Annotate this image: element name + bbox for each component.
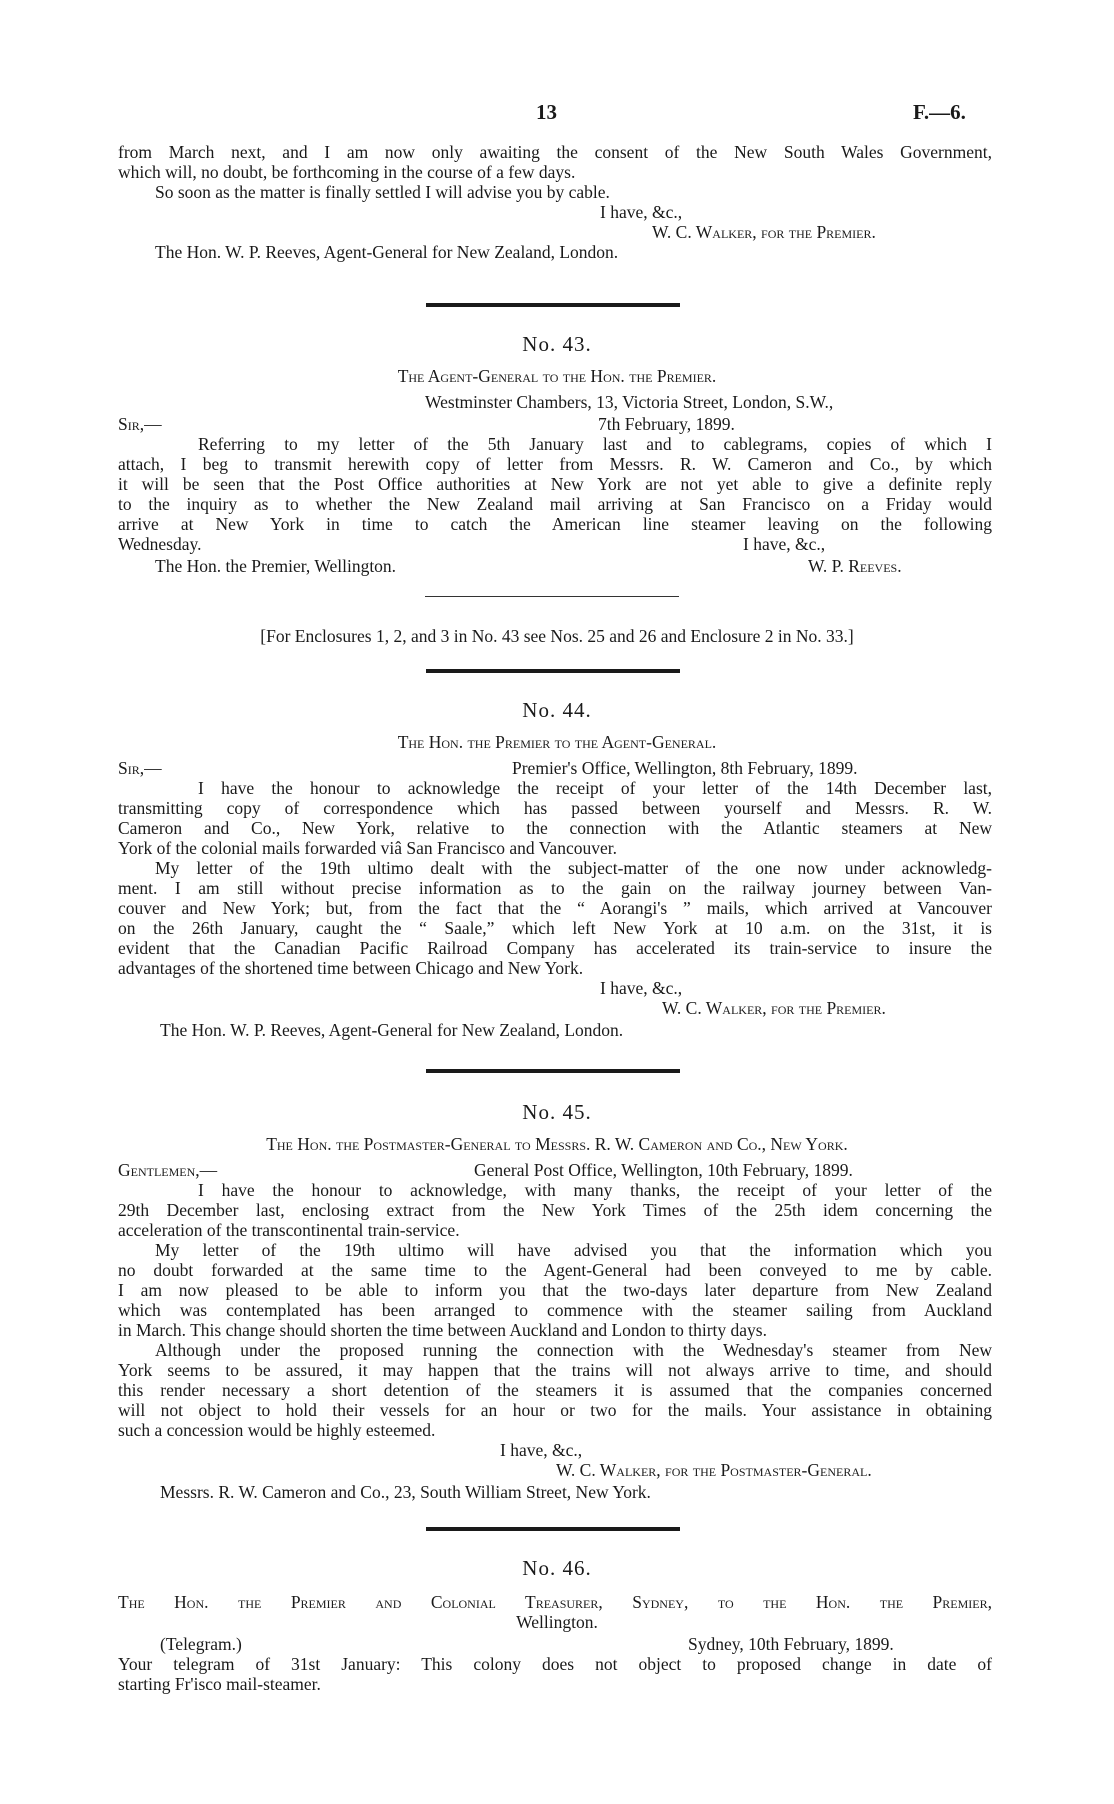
signature: W. C. Walker, for the Premier. — [662, 998, 886, 1018]
date-line: 7th February, 1899. — [598, 414, 735, 434]
parties-line: Wellington. — [516, 1612, 598, 1632]
text-line: in March. This change should shorten the time between Auckland and London to thirty days. — [118, 1320, 767, 1340]
salutation: Sir,— — [118, 758, 162, 778]
place-date-line: Sydney, 10th February, 1899. — [688, 1634, 894, 1654]
text-line: no doubt forwarded at the same time to the Agent-General had been conveyed to me by cable. — [118, 1260, 992, 1280]
text-line: I have the honour to acknowledge the receipt of your letter of the 14th December last, — [198, 778, 992, 798]
recipient-line: The Hon. W. P. Reeves, Agent-General for New Zealand, London. — [160, 1020, 624, 1040]
recipient-line: The Hon. W. P. Reeves, Agent-General for New Zealand, London. — [155, 242, 619, 262]
section-divider — [426, 1069, 680, 1073]
section-heading: No. 46. — [522, 1556, 592, 1580]
text-line: couver and New York; but, from the fact that the “ Aorangi's ” mails, which arrived at Vancouver — [118, 898, 992, 918]
parties-line: The Hon. the Premier to the Agent-General. — [397, 732, 717, 752]
text-line: starting Fr'isco mail-steamer. — [118, 1674, 321, 1694]
closing: I have, &c., — [743, 534, 826, 554]
text-line: attach, I beg to transmit herewith copy of letter from Messrs. R. W. Cameron and Co., by which — [118, 454, 992, 474]
text-line: My letter of the 19th ultimo dealt with the subject-matter of the one now under acknowledg- — [155, 858, 992, 878]
text-line: evident that the Canadian Pacific Railroad Company has accelerated its train-service to insure the — [118, 938, 992, 958]
section-heading: No. 44. — [522, 698, 592, 722]
text-line: I am now pleased to be able to inform you that the two-days later departure from New Zealand — [118, 1280, 992, 1300]
text-line: ment. I am still without precise information as to the gain on the railway journey between Van- — [118, 878, 992, 898]
signature: W. C. Walker, for the Premier. — [652, 222, 876, 242]
text-line: will not object to hold their vessels for an hour or two for the mails. Your assistance in obtaining — [118, 1400, 992, 1420]
text-line: Cameron and Co., New York, relative to the connection with the Atlantic steamers at New — [118, 818, 992, 838]
text-line: Your telegram of 31st January: This colony does not object to proposed change in date of — [118, 1654, 992, 1674]
text-line: which will, no doubt, be forthcoming in the course of a few days. — [118, 162, 576, 182]
signature: W. P. Reeves. — [808, 556, 902, 576]
text-line: York seems to be assured, it may happen that the trains will not always arrive to time, and should — [118, 1360, 992, 1380]
text-line: such a concession would be highly esteemed. — [118, 1420, 436, 1440]
enclosures-note: [For Enclosures 1, 2, and 3 in No. 43 see Nos. 25 and 26 and Enclosure 2 in No. 33.] — [260, 626, 854, 646]
document-reference: F.—6. — [913, 100, 966, 124]
text-line: Wednesday. — [118, 534, 202, 554]
section-divider — [426, 303, 680, 307]
parties-line: The Hon. the Premier and Colonial Treasurer, Sydney, to the Hon. the Premier, — [118, 1592, 992, 1612]
section-heading: No. 45. — [522, 1100, 592, 1124]
text-line: Referring to my letter of the 5th January last and to cablegrams, copies of which I — [198, 434, 992, 454]
section-heading: No. 43. — [522, 332, 592, 356]
text-line: to the inquiry as to whether the New Zealand mail arriving at San Francisco on a Friday would — [118, 494, 992, 514]
salutation: Sir,— — [118, 414, 162, 434]
section-divider — [426, 1527, 680, 1531]
text-line: acceleration of the transcontinental train-service. — [118, 1220, 460, 1240]
text-line: arrive at New York in time to catch the American line steamer leaving on the following — [118, 514, 992, 534]
page-number: 13 — [536, 100, 557, 124]
text-line: So soon as the matter is finally settled I will advise you by cable. — [155, 182, 610, 202]
closing: I have, &c., — [600, 202, 683, 222]
text-line: My letter of the 19th ultimo will have advised you that the information which you — [155, 1240, 992, 1260]
text-line: this render necessary a short detention of the steamers it is assumed that the companies concerned — [118, 1380, 992, 1400]
text-line: I have the honour to acknowledge, with many thanks, the receipt of your letter of the — [198, 1180, 992, 1200]
address-date-line: Premier's Office, Wellington, 8th February, 1899. — [512, 758, 858, 778]
address-line: Westminster Chambers, 13, Victoria Street, London, S.W., — [425, 392, 834, 412]
parties-line: The Agent-General to the Hon. the Premier. — [397, 366, 717, 386]
text-line: 29th December last, enclosing extract from the New York Times of the 25th idem concerning the — [118, 1200, 992, 1220]
parties-line: The Hon. the Postmaster-General to Messrs. R. W. Cameron and Co., New York. — [266, 1134, 848, 1154]
text-line: transmitting copy of correspondence which has passed between yourself and Messrs. R. W. — [118, 798, 992, 818]
closing: I have, &c., — [500, 1440, 583, 1460]
text-line: advantages of the shortened time between Chicago and New York. — [118, 958, 584, 978]
text-line: York of the colonial mails forwarded viâ San Francisco and Vancouver. — [118, 838, 617, 858]
text-line: Although under the proposed running the connection with the Wednesday's steamer from New — [155, 1340, 992, 1360]
text-line: from March next, and I am now only awaiting the consent of the New South Wales Government, — [118, 142, 992, 162]
salutation: Gentlemen,— — [118, 1160, 218, 1180]
section-divider — [426, 669, 680, 673]
divider-thin — [425, 596, 679, 597]
text-line: it will be seen that the Post Office authorities at New York are not yet able to give a definite reply — [118, 474, 992, 494]
telegram-label: (Telegram.) — [160, 1634, 242, 1654]
text-line: on the 26th January, caught the “ Saale,” which left New York at 10 a.m. on the 31st, it is — [118, 918, 992, 938]
text-line: which was contemplated has been arranged to commence with the steamer sailing from Auckland — [118, 1300, 992, 1320]
closing: I have, &c., — [600, 978, 683, 998]
recipient-line: Messrs. R. W. Cameron and Co., 23, South William Street, New York. — [160, 1482, 651, 1502]
address-date-line: General Post Office, Wellington, 10th February, 1899. — [474, 1160, 853, 1180]
signature: W. C. Walker, for the Postmaster-General. — [556, 1460, 872, 1480]
recipient-line: The Hon. the Premier, Wellington. — [155, 556, 397, 576]
